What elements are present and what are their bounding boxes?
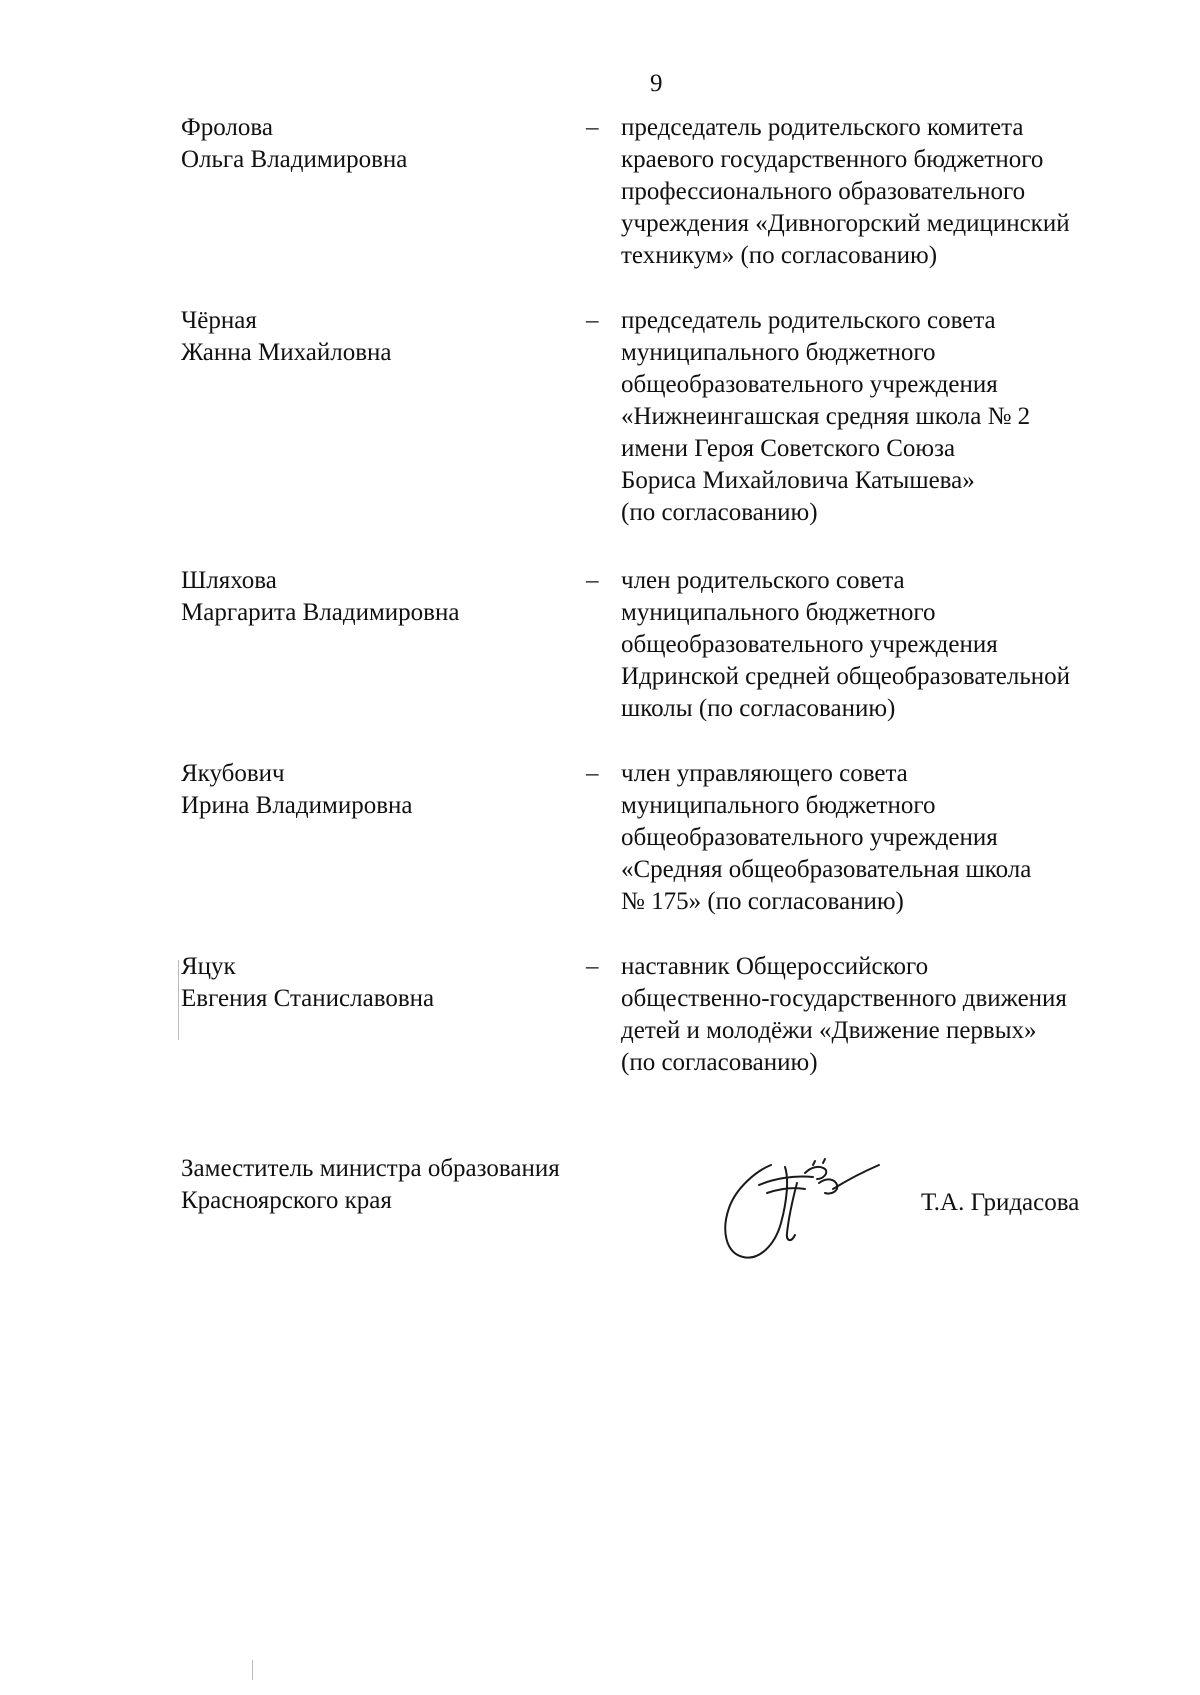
member-list [181, 112, 1151, 1111]
member-role [621, 758, 1151, 918]
role-line: учреждения «Дивногорский медицинский [621, 210, 1070, 237]
scan-artifact [252, 1660, 253, 1680]
member-frolova [181, 112, 1151, 305]
role-line: техникум» (по согласованию) [621, 242, 938, 269]
member-given-names: Ольга Владимировна [181, 146, 408, 173]
member-dash: – [586, 760, 599, 787]
role-line: председатель родительского комитета [621, 114, 1024, 141]
role-line: член управляющего совета [621, 760, 908, 787]
member-role [621, 951, 1151, 1079]
role-line: «Нижнеингашская средняя школа № 2 [621, 403, 1031, 430]
member-surname: Шляхова [181, 567, 277, 594]
role-line: № 175» (по согласованию) [621, 888, 904, 915]
role-line: общеобразовательного учреждения [621, 824, 998, 851]
member-yakubovich [181, 758, 1151, 951]
role-line: (по согласованию) [621, 1049, 818, 1076]
member-given-names: Жанна Михайловна [181, 339, 392, 366]
member-dash: – [586, 114, 599, 141]
handwritten-signature-icon [701, 1153, 881, 1263]
role-line: профессионального образовательного [621, 178, 1026, 205]
role-line: общественно-государственного движения [621, 985, 1067, 1012]
role-line: имени Героя Советского Союза [621, 435, 956, 462]
role-line: Бориса Михайловича Катышева» [621, 467, 975, 494]
role-line: муниципального бюджетного [621, 792, 936, 819]
member-surname: Яцук [181, 953, 236, 980]
member-chernaya [181, 305, 1151, 565]
member-surname: Якубович [181, 760, 285, 787]
member-dash: – [586, 567, 599, 594]
member-yatsuk [181, 951, 1151, 1111]
member-shlyakhova [181, 565, 1151, 758]
role-line: член родительского совета [621, 567, 905, 594]
scan-artifact [178, 960, 179, 1040]
role-line: Идринской средней общеобразовательной [621, 663, 1071, 690]
role-line: школы (по согласованию) [621, 695, 896, 722]
member-given-names: Евгения Станиславовна [181, 985, 435, 1012]
page-number: 9 [650, 70, 663, 97]
member-role [621, 112, 1151, 272]
signatory-name: Т.А. Гридасова [921, 1189, 1080, 1216]
member-role [621, 305, 1151, 529]
role-line: детей и молодёжи «Движение первых» [621, 1017, 1037, 1044]
role-line: наставник Общероссийского [621, 953, 929, 980]
role-line: краевого государственного бюджетного [621, 146, 1044, 173]
signatory-position-line: Заместитель министра образования [181, 1155, 560, 1182]
member-name [181, 565, 561, 629]
role-line: «Средняя общеобразовательная школа [621, 856, 1032, 883]
member-name [181, 758, 561, 822]
role-line: муниципального бюджетного [621, 339, 936, 366]
member-name [181, 951, 561, 1015]
member-name [181, 305, 561, 369]
signatory-position [181, 1153, 701, 1217]
member-given-names: Маргарита Владимировна [181, 599, 460, 626]
role-line: общеобразовательного учреждения [621, 371, 998, 398]
member-given-names: Ирина Владимировна [181, 792, 413, 819]
role-line: муниципального бюджетного [621, 599, 936, 626]
member-surname: Чёрная [181, 307, 257, 334]
role-line: (по согласованию) [621, 499, 818, 526]
role-line: общеобразовательного учреждения [621, 631, 998, 658]
role-line: председатель родительского совета [621, 307, 996, 334]
member-dash: – [586, 307, 599, 334]
member-dash: – [586, 953, 599, 980]
signatory-position-line: Красноярского края [181, 1187, 392, 1214]
member-role [621, 565, 1151, 725]
signature-block [181, 1153, 1151, 1293]
member-name [181, 112, 561, 176]
member-surname: Фролова [181, 114, 273, 141]
